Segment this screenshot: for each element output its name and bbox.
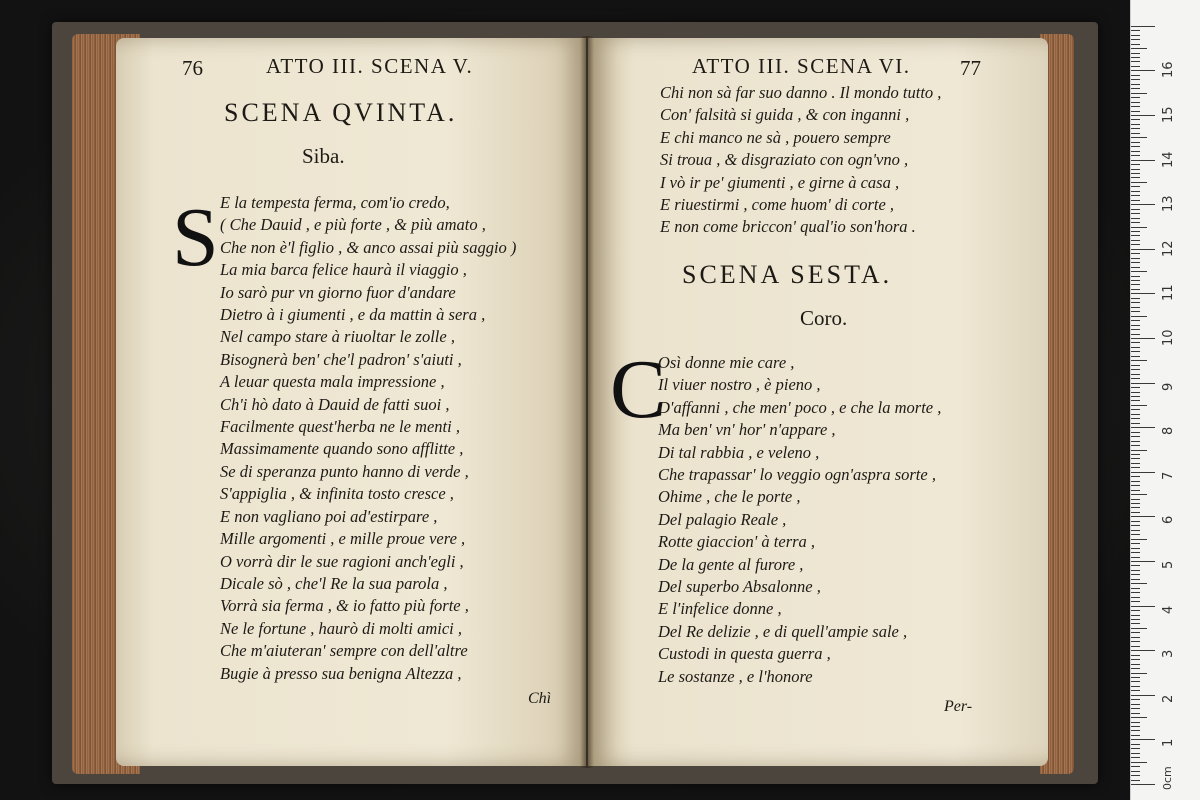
ruler-tick: [1131, 405, 1147, 406]
ruler-tick: [1131, 655, 1140, 656]
ruler-tick: [1131, 543, 1140, 544]
verse-line: E non vagliano poi ad'estirpare ,: [220, 506, 438, 526]
ruler-tick: [1131, 525, 1140, 526]
ruler-tick: [1131, 570, 1140, 571]
ruler-tick: [1131, 615, 1140, 616]
ruler-tick: [1131, 151, 1140, 152]
ruler-tick: [1131, 592, 1140, 593]
ruler-tick: [1131, 766, 1140, 767]
ruler-tick: [1131, 400, 1140, 401]
ruler-tick: [1131, 583, 1147, 584]
left-verse-block: [220, 192, 516, 685]
ruler-tick: [1131, 222, 1140, 223]
ruler-tick: [1131, 360, 1147, 361]
ruler-tick: [1131, 231, 1140, 232]
ruler-tick: [1131, 369, 1140, 370]
verse-line: E la tempesta ferma, com'io credo,: [220, 193, 450, 212]
ruler-tick: [1131, 628, 1147, 629]
ruler-tick: [1131, 677, 1140, 678]
ruler-tick: [1131, 307, 1140, 308]
ruler-tick: [1131, 445, 1140, 446]
ruler-tick: [1131, 432, 1140, 433]
ruler-tick: [1131, 601, 1140, 602]
left-drop-cap: S: [172, 191, 219, 284]
ruler-number: 8: [1161, 426, 1176, 436]
verse-line: Che non è'l figlio , & anco assai più saggio ): [220, 237, 517, 257]
ruler-tick: [1131, 115, 1155, 116]
ruler-tick: [1131, 548, 1140, 549]
ruler-tick: [1131, 133, 1140, 134]
ruler-tick: [1131, 284, 1140, 285]
ruler-number: 9: [1161, 382, 1176, 391]
ruler-number: 10: [1161, 329, 1176, 346]
ruler-tick: [1131, 494, 1147, 495]
ruler-number: 4: [1161, 605, 1176, 614]
ruler-tick: [1131, 606, 1155, 607]
ruler-tick: [1131, 325, 1140, 326]
verse-line: Dietro à i giumenti , e da mattin à sera ,: [220, 305, 486, 325]
ruler-number: 16: [1161, 61, 1176, 79]
ruler-tick: [1131, 249, 1155, 250]
verse-line: Ohime , che le porte ,: [658, 487, 801, 507]
left-speaker: Siba.: [302, 144, 345, 168]
ruler-tick: [1131, 784, 1155, 785]
ruler-tick: [1131, 302, 1140, 303]
ruler-tick: [1131, 744, 1140, 745]
ruler-tick: [1131, 26, 1155, 27]
left-scene-title: SCENA QVINTA.: [224, 98, 458, 127]
verse-line: E chi manco ne sà , pouero sempre: [660, 127, 891, 147]
ruler-tick: [1131, 177, 1140, 178]
verse-line: Si troua , & disgraziato con ogn'vno ,: [660, 150, 909, 170]
ruler-tick: [1131, 204, 1155, 205]
ruler-tick: [1131, 173, 1140, 174]
ruler-tick: [1131, 70, 1155, 71]
ruler-number: 6: [1161, 516, 1176, 525]
verse-line: Custodi in questa guerra ,: [658, 644, 831, 664]
verse-line: I vò ir pe' giumenti , e girne à casa ,: [660, 172, 900, 192]
ruler-tick: [1131, 730, 1140, 731]
ruler-tick: [1131, 280, 1140, 281]
ruler-tick: [1131, 88, 1140, 89]
ruler-tick: [1131, 726, 1140, 727]
ruler-tick: [1131, 97, 1140, 98]
verse-line: Io sarò pur vn giorno fuor d'andare: [220, 282, 456, 302]
ruler-tick: [1131, 646, 1140, 647]
ruler-tick: [1131, 673, 1147, 674]
ruler-tick: [1131, 142, 1140, 143]
right-scene-title: SCENA SESTA.: [682, 260, 893, 289]
ruler-tick: [1131, 356, 1140, 357]
ruler-tick: [1131, 557, 1140, 558]
verse-line: Del superbo Absalonne ,: [658, 577, 821, 597]
ruler-tick: [1131, 66, 1140, 67]
verse-line: Nel campo stare à riuoltar le zolle ,: [220, 327, 455, 347]
ruler-tick: [1131, 699, 1140, 700]
ruler-tick: [1131, 454, 1140, 455]
verse-line: Il viuer nostro , è pieno ,: [658, 375, 821, 395]
ruler-tick: [1131, 378, 1140, 379]
ruler-tick: [1131, 708, 1140, 709]
ruler-tick: [1131, 780, 1140, 781]
verse-line: Chi non sà far suo danno . Il mondo tutto ,: [660, 83, 942, 102]
verse-line: E non come briccon' qual'io son'hora .: [660, 217, 916, 237]
ruler-tick: [1131, 128, 1140, 129]
ruler-tick: [1131, 409, 1140, 410]
ruler-tick: [1131, 48, 1147, 49]
ruler-tick: [1131, 565, 1140, 566]
right-speaker: Coro.: [800, 306, 848, 330]
ruler-tick: [1131, 155, 1140, 156]
right-top-verse-block: [660, 82, 941, 239]
ruler-tick: [1131, 597, 1140, 598]
ruler-tick: [1131, 771, 1140, 772]
ruler-tick: [1131, 374, 1140, 375]
verse-line: Bugie à presso sua benigna Altezza ,: [220, 663, 462, 683]
ruler-tick: [1131, 396, 1140, 397]
ruler-tick: [1131, 534, 1140, 535]
ruler-tick: [1131, 383, 1155, 384]
verse-line: S'appiglia , & infinita tosto cresce ,: [220, 484, 454, 504]
ruler-tick: [1131, 561, 1155, 562]
verse-line: Se di speranza punto hanno di verde ,: [220, 461, 469, 481]
left-catchword: Chì: [528, 690, 552, 707]
ruler-tick: [1131, 441, 1140, 442]
verse-line: Di tal rabbia , e veleno ,: [658, 442, 820, 462]
verse-line: A leuar questa mala impressione ,: [220, 372, 445, 392]
ruler-tick: [1131, 93, 1147, 94]
ruler-tick: [1131, 316, 1147, 317]
ruler-tick: [1131, 717, 1147, 718]
left-page: [116, 38, 586, 766]
ruler-tick: [1131, 276, 1140, 277]
ruler-tick: [1131, 414, 1140, 415]
ruler-tick: [1131, 111, 1140, 112]
ruler-tick: [1131, 124, 1140, 125]
ruler-tick: [1131, 623, 1140, 624]
measurement-ruler: [1130, 0, 1200, 800]
ruler-tick: [1131, 521, 1140, 522]
left-running-head: ATTO III. SCENA V.: [266, 54, 474, 78]
ruler-number: 13: [1161, 195, 1176, 213]
ruler-tick: [1131, 637, 1140, 638]
ruler-tick: [1131, 588, 1140, 589]
ruler-tick: [1131, 311, 1140, 312]
ruler-tick: [1131, 735, 1140, 736]
verse-line: Facilmente quest'herba ne le menti ,: [220, 417, 460, 437]
left-page-number: 76: [182, 56, 203, 80]
ruler-tick: [1131, 102, 1140, 103]
ruler-tick: [1131, 668, 1140, 669]
ruler-tick: [1131, 722, 1140, 723]
ruler-tick: [1131, 30, 1140, 31]
ruler-number: 5: [1161, 560, 1176, 569]
ruler-tick: [1131, 686, 1140, 687]
right-catchword: Per-: [944, 698, 973, 715]
ruler-tick: [1131, 244, 1140, 245]
ruler-tick: [1131, 458, 1140, 459]
verse-line: ( Che Dauid , e più forte , & più amato ,: [220, 215, 486, 235]
verse-line: O vorrà dir le sue ragioni anch'egli ,: [220, 551, 464, 571]
verse-line: Che m'aiuteran' sempre con dell'altre: [220, 641, 468, 661]
ruler-tick: [1131, 739, 1155, 740]
verse-line: E l'infelice donne ,: [658, 599, 782, 619]
ruler-tick: [1131, 632, 1140, 633]
ruler-tick: [1131, 160, 1155, 161]
book-gutter: [580, 36, 594, 768]
ruler-tick: [1131, 775, 1140, 776]
verse-line: Ma ben' vn' hor' n'appare ,: [658, 420, 836, 440]
ruler-tick: [1131, 218, 1140, 219]
ruler-tick: [1131, 476, 1140, 477]
ruler-tick: [1131, 329, 1140, 330]
ruler-tick: [1131, 258, 1140, 259]
ruler-number: 14: [1161, 151, 1176, 168]
ruler-tick: [1131, 530, 1140, 531]
ruler-tick: [1131, 169, 1140, 170]
ruler-tick: [1131, 271, 1147, 272]
ruler-number: 11: [1161, 284, 1176, 302]
verse-line: Vorrà sia ferma , & io fatto più forte ,: [220, 596, 469, 616]
ruler-tick: [1131, 35, 1140, 36]
ruler-tick: [1131, 342, 1140, 343]
ruler-tick: [1131, 503, 1140, 504]
ruler-tick: [1131, 253, 1140, 254]
ruler-tick: [1131, 75, 1140, 76]
ruler-tick: [1131, 659, 1140, 660]
ruler-tick: [1131, 418, 1140, 419]
ruler-tick: [1131, 757, 1140, 758]
ruler-tick: [1131, 347, 1140, 348]
ruler-tick: [1131, 334, 1140, 335]
verse-line: Dicale sò , che'l Re la sua parola ,: [220, 573, 448, 593]
ruler-tick: [1131, 137, 1147, 138]
ruler-tick: [1131, 467, 1140, 468]
ruler-tick: [1131, 213, 1140, 214]
ruler-tick: [1131, 695, 1155, 696]
ruler-number: 7: [1161, 471, 1176, 480]
ruler-number: 15: [1161, 106, 1176, 123]
verse-line: Con' falsità si guida , & con inganni ,: [660, 105, 910, 125]
ruler-tick: [1131, 472, 1155, 473]
ruler-tick: [1131, 610, 1140, 611]
ruler-tick: [1131, 298, 1140, 299]
ruler-tick: [1131, 191, 1140, 192]
ruler-tick: [1131, 365, 1140, 366]
ruler-tick: [1131, 61, 1140, 62]
ruler-tick: [1131, 146, 1140, 147]
verse-line: E riuestirmi , come huom' di corte ,: [660, 195, 895, 215]
ruler-tick: [1131, 463, 1140, 464]
right-drop-cap: C: [610, 343, 667, 436]
verse-line: De la gente al furore ,: [658, 554, 804, 574]
ruler-number: 3: [1161, 649, 1176, 659]
ruler-tick: [1131, 450, 1147, 451]
ruler-tick: [1131, 387, 1140, 388]
ruler-tick: [1131, 552, 1140, 553]
verse-line: Le sostanze , e l'honore: [658, 666, 813, 686]
ruler-tick: [1131, 485, 1140, 486]
ruler-tick: [1131, 338, 1155, 339]
right-verse-block: [658, 352, 941, 688]
ruler-tick: [1131, 227, 1147, 228]
ruler-tick: [1131, 499, 1140, 500]
right-page-number: 77: [960, 56, 981, 80]
ruler-tick: [1131, 579, 1140, 580]
ruler-tick: [1131, 200, 1140, 201]
ruler-tick: [1131, 690, 1140, 691]
right-running-head: ATTO III. SCENA VI.: [692, 54, 911, 78]
ruler-tick: [1131, 427, 1155, 428]
ruler-tick: [1131, 84, 1140, 85]
ruler-tick: [1131, 293, 1155, 294]
ruler-tick: [1131, 539, 1147, 540]
ruler-tick: [1131, 392, 1140, 393]
ruler-tick: [1131, 79, 1140, 80]
verse-line: Mille argomenti , e mille proue vere ,: [220, 529, 466, 549]
ruler-tick: [1131, 267, 1140, 268]
ruler-tick: [1131, 57, 1140, 58]
ruler-tick: [1131, 164, 1140, 165]
verse-line: Ne le fortune , haurò di molti amici ,: [220, 618, 462, 638]
ruler-tick: [1131, 235, 1140, 236]
ruler-tick: [1131, 186, 1140, 187]
verse-line: Bisognerà ben' che'l padron' s'aiuti ,: [220, 349, 462, 369]
ruler-tick: [1131, 481, 1140, 482]
ruler-tick: [1131, 762, 1147, 763]
ruler-tick: [1131, 320, 1140, 321]
ruler-tick: [1131, 262, 1140, 263]
verse-line: Osì donne mie care ,: [658, 353, 795, 372]
ruler-tick: [1131, 195, 1140, 196]
verse-line: D'affanni , che men' poco , e che la morte ,: [658, 397, 942, 417]
ruler-tick: [1131, 681, 1140, 682]
ruler-tick: [1131, 664, 1140, 665]
ruler-tick: [1131, 44, 1140, 45]
ruler-tick: [1131, 748, 1140, 749]
ruler-tick: [1131, 641, 1140, 642]
ruler-tick: [1131, 619, 1140, 620]
ruler-tick: [1131, 53, 1140, 54]
ruler-tick: [1131, 507, 1140, 508]
ruler-tick: [1131, 289, 1140, 290]
verse-line: Del Re delizie , e di quell'ampie sale ,: [658, 621, 908, 641]
ruler-tick: [1131, 351, 1140, 352]
ruler-tick: [1131, 490, 1140, 491]
ruler-tick: [1131, 436, 1140, 437]
ruler-tick: [1131, 753, 1140, 754]
verse-line: Massimamente quando sono afflitte ,: [220, 439, 464, 459]
ruler-tick: [1131, 650, 1155, 651]
ruler-tick: [1131, 574, 1140, 575]
ruler-tick: [1131, 119, 1140, 120]
ruler-tick: [1131, 209, 1140, 210]
ruler-tick: [1131, 516, 1155, 517]
verse-line: La mia barca felice haurà il viaggio ,: [220, 260, 467, 280]
ruler-tick: [1131, 704, 1140, 705]
ruler-number: 2: [1161, 694, 1176, 703]
ruler-tick: [1131, 713, 1140, 714]
ruler-unit-label: 0cm: [1161, 766, 1174, 790]
verse-line: Rotte giaccion' à terra ,: [658, 532, 816, 552]
right-page: [588, 38, 1048, 766]
verse-line: Che trapassar' lo veggio ogn'aspra sorte ,: [658, 465, 936, 485]
verse-line: Del palagio Reale ,: [658, 509, 787, 529]
ruler-number: 1: [1161, 739, 1176, 748]
ruler-tick: [1131, 106, 1140, 107]
ruler-number: 12: [1161, 240, 1176, 257]
ruler-tick: [1131, 512, 1140, 513]
verse-line: Ch'i hò dato à Dauid de fatti suoi ,: [220, 394, 450, 414]
ruler-tick: [1131, 182, 1147, 183]
ruler-tick: [1131, 423, 1140, 424]
ruler-tick: [1131, 240, 1140, 241]
ruler-tick: [1131, 39, 1140, 40]
